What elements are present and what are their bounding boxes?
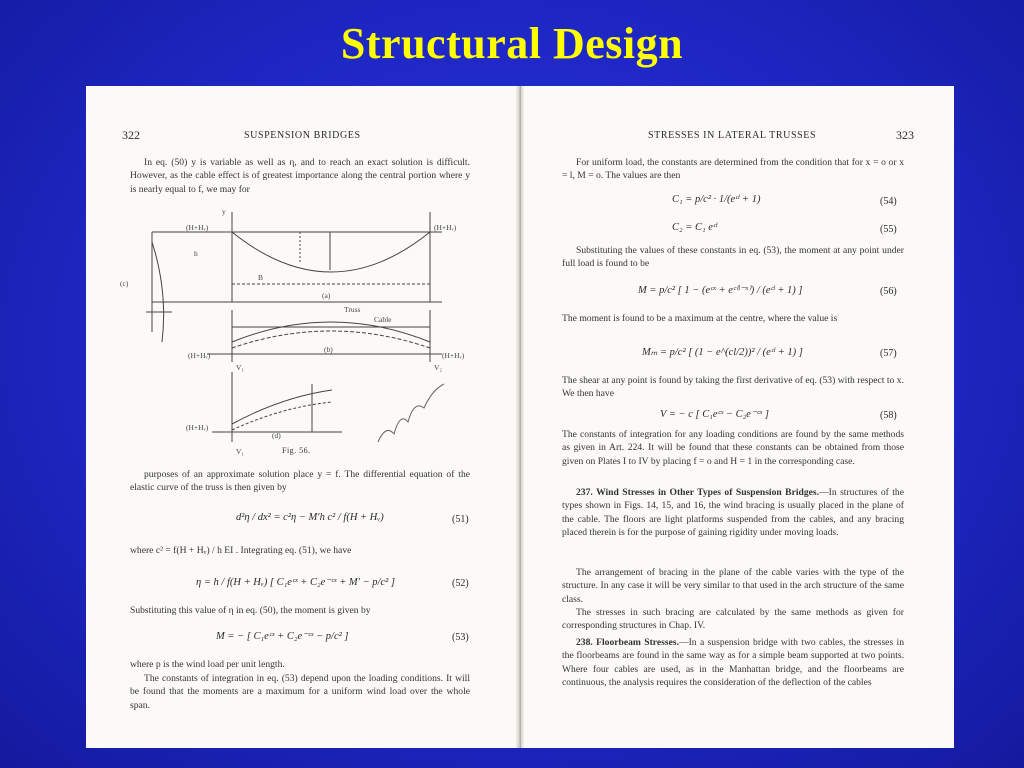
left-page — [86, 86, 516, 748]
equation-52: η = h / f(H + Hᵥ) [ C₁eᶜˣ + C₂e⁻ᶜˣ + M′ − p/c² ] — [196, 577, 395, 588]
left-where-c: where c² = f(H + Hᵥ) / h EI . Integrating eq. (51), we have — [130, 545, 352, 556]
section-237-heading: 237. Wind Stresses in Other Types of Suspension Bridges. — [576, 487, 820, 498]
equation-53: M = − [ C₁eᶜˣ + C₂e⁻ᶜˣ − p/c² ] — [216, 631, 349, 642]
fig-label-b: B — [258, 273, 264, 282]
equation-58-number: (58) — [880, 410, 897, 421]
fig-label-hh-mid: (H+Hᵥ) — [188, 351, 211, 360]
left-para-3: Substituting this value of η in eq. (50), the moment is given by — [130, 605, 371, 616]
left-para-5: The constants of integration in eq. (53) depend upon the loading conditions. It will be found that the moments are a maximum for a uniform wind load over the whole span. — [130, 673, 470, 711]
fig-label-y: y — [222, 207, 226, 216]
section-238 — [562, 636, 904, 690]
scanned-book-spread — [86, 86, 954, 748]
handwritten-note — [374, 372, 454, 452]
right-page — [524, 86, 954, 748]
equation-51: d²η / dx² = c²η − M′h c² / f(H + Hᵥ) — [236, 512, 384, 523]
equation-55: C₂ = C₁ eᶜˡ — [672, 222, 718, 233]
right-para-6: The arrangement of bracing in the plane of the cable varies with the type of the structure. In any case it will be very similar to that used in the arch structure of the same class. — [562, 567, 904, 605]
section-237 — [562, 486, 904, 540]
book-gutter — [516, 86, 524, 748]
left-para-2: purposes of an approximate solution place y = f. The differential equation of the elastic curve of the truss is then given by — [130, 469, 470, 494]
right-para-2: Substituting the values of these constants in eq. (53), the moment at any point under full load is found to be — [562, 245, 904, 270]
fig-label-hh-right: (H+Hᵥ) — [434, 223, 457, 232]
fig-label-a: (a) — [322, 291, 331, 300]
fig-label-v1: V₁ — [236, 363, 245, 372]
right-para-4: The shear at any point is found by taking the first derivative of eq. (53) with respect to x. We then have — [562, 375, 904, 400]
equation-52-number: (52) — [452, 578, 469, 589]
right-para-3: The moment is found to be a maximum at the centre, where the value is — [562, 313, 838, 324]
fig-label-h: h — [194, 249, 198, 258]
equation-54-number: (54) — [880, 196, 897, 207]
equation-56: M = p/c² [ 1 − (eᶜˣ + eᶜ⁽ˡ⁻ˣ⁾) / (eᶜˡ + 1) ] — [638, 285, 803, 296]
equation-58: V = − c [ C₁eᶜˣ − C₂e⁻ᶜˣ ] — [660, 409, 769, 420]
left-para-4: where p is the wind load per unit length. — [130, 659, 285, 670]
fig-label-hh-bottom: (H+Hᵥ) — [186, 423, 209, 432]
right-para-5: The constants of integration for any loading conditions are found by the same methods as given in Art. 224. It will be found that these constants can be obtained from those given on Plates I to IV by placing f = o and H = 1 in the corresponding case. — [562, 429, 904, 467]
section-237-text: —In structures of the types shown in Figs. 14, 15, and 16, the wind bracing is usually placed in the plane of the cable. The floors are light platforms suspended from the cables, and any bracing placed therein is for the purpose of gaining rigidity under moving loads. — [562, 487, 904, 539]
equation-57: Mₘ = p/c² [ (1 − e^(cl/2))² / (eᶜˡ + 1) ] — [642, 347, 803, 358]
running-head-right: STRESSES IN LATERAL TRUSSES — [648, 130, 817, 141]
left-para-1: In eq. (50) y is variable as well as η, and to reach an exact solution is difficult. However, as the cable effect is of greatest importance along the central portion where y is nearly equal to f, we may for — [130, 157, 470, 195]
fig-label-cable: Cable — [374, 315, 392, 324]
section-238-heading: 238. Floorbeam Stresses. — [576, 637, 679, 648]
equation-54: C₁ = p/c² · 1/(eᶜˡ + 1) — [672, 194, 761, 205]
fig-label-truss: Truss — [344, 305, 361, 314]
fig-label-d: (d) — [272, 431, 281, 440]
fig-label-hh-mid-right: (H+Hᵥ) — [442, 351, 465, 360]
fig-label-hh-left: (H+Hᵥ) — [186, 223, 209, 232]
right-para-1: For uniform load, the constants are determined from the condition that for x = o or x = l, M = o. The values are then — [562, 157, 904, 182]
fig-label-v2: V₂ — [434, 363, 443, 372]
page-number-left: 322 — [122, 128, 140, 142]
fig-label-c: (c) — [120, 279, 129, 288]
running-head-left: SUSPENSION BRIDGES — [244, 130, 361, 141]
fig-label-v1-bottom: V₁ — [236, 447, 245, 456]
right-para-7: The stresses in such bracing are calculated by the same methods as given for corresponding structures in Chap. IV. — [562, 607, 904, 632]
section-238-text: —In a suspension bridge with two cables, the stresses in the floorbeams are found in the same way as for a simple beam supported at two points. Where four cables are used, as in the Manhattan bridge, and the floorbeams are continuous, the analysis requires the consideration of the deflection of the cables — [562, 637, 904, 689]
page-number-right: 323 — [896, 128, 914, 142]
slide-title: Structural Design — [340, 19, 684, 68]
equation-55-number: (55) — [880, 224, 897, 235]
equation-56-number: (56) — [880, 286, 897, 297]
equation-57-number: (57) — [880, 348, 897, 359]
figure-caption: Fig. 56. — [282, 446, 311, 455]
equation-51-number: (51) — [452, 514, 469, 525]
fig-label-b-panel: (b) — [324, 345, 333, 354]
equation-53-number: (53) — [452, 632, 469, 643]
